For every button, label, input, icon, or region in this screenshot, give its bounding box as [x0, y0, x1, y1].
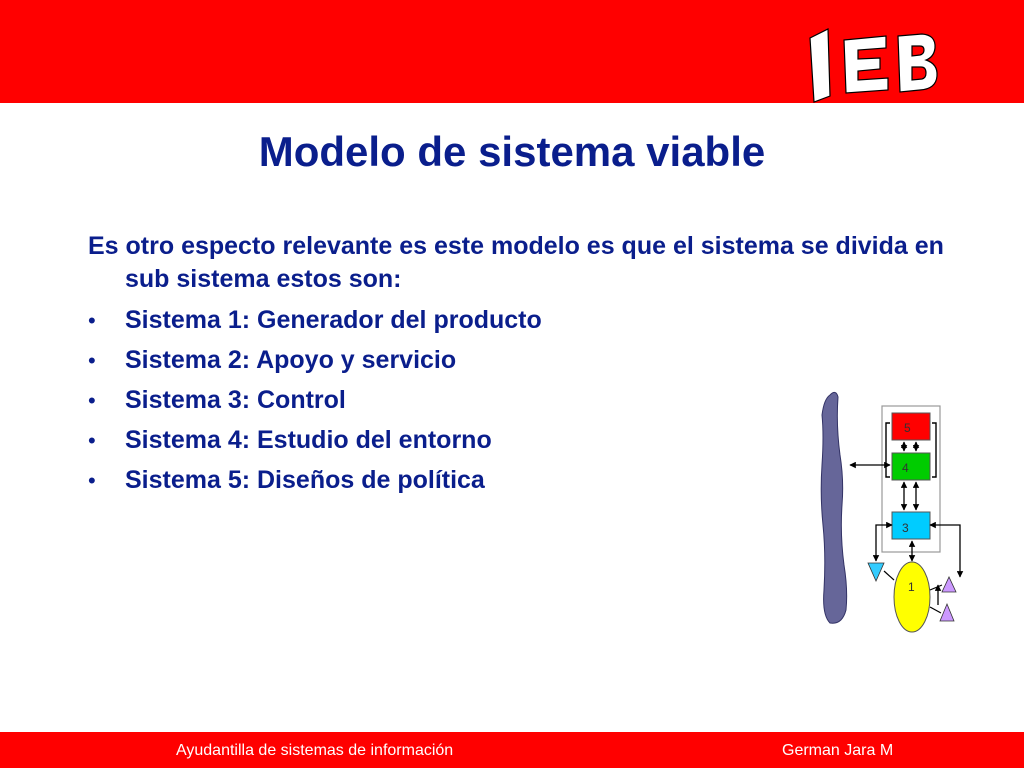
slide-title: Modelo de sistema viable [258, 128, 766, 175]
intro-paragraph: Es otro especto relevante es este modelo es que el sistema se divida en sub sistema estos son: [88, 232, 944, 293]
list-item [88, 344, 958, 377]
footer-author-text: German Jara M [782, 742, 894, 759]
system-3-box [892, 512, 930, 539]
system-4-label: 4 [902, 461, 909, 475]
footer-left-text: Ayudantilla de sistemas de información [176, 742, 454, 759]
system-3-label: 3 [902, 521, 909, 535]
bullet-icon: • [88, 388, 96, 413]
list-item-text: Sistema 2: Apoyo y servicio [125, 346, 457, 374]
bullet-icon: • [88, 308, 96, 333]
system-1-label: 1 [908, 580, 915, 594]
list-item-text: Sistema 1: Generador del producto [125, 306, 542, 334]
list-item [88, 304, 958, 337]
cyan-triangle-icon [868, 563, 884, 581]
vsm-diagram [808, 385, 978, 635]
bullet-icon: • [88, 428, 96, 453]
bullet-icon: • [88, 468, 96, 493]
system-5-label: 5 [904, 421, 911, 435]
bullet-icon: • [88, 348, 96, 373]
ieb-logo [806, 26, 940, 104]
system-5-box [892, 413, 930, 440]
environment-shape [821, 392, 846, 623]
list-item-text: Sistema 3: Control [125, 386, 346, 414]
list-item-text: Sistema 4: Estudio del entorno [125, 426, 492, 454]
list-item-text: Sistema 5: Diseños de política [125, 466, 485, 494]
system-1-ellipse [894, 562, 930, 632]
purple-triangle-icon [942, 577, 956, 592]
system-4-box [892, 453, 930, 480]
purple-triangle-icon [940, 604, 954, 621]
